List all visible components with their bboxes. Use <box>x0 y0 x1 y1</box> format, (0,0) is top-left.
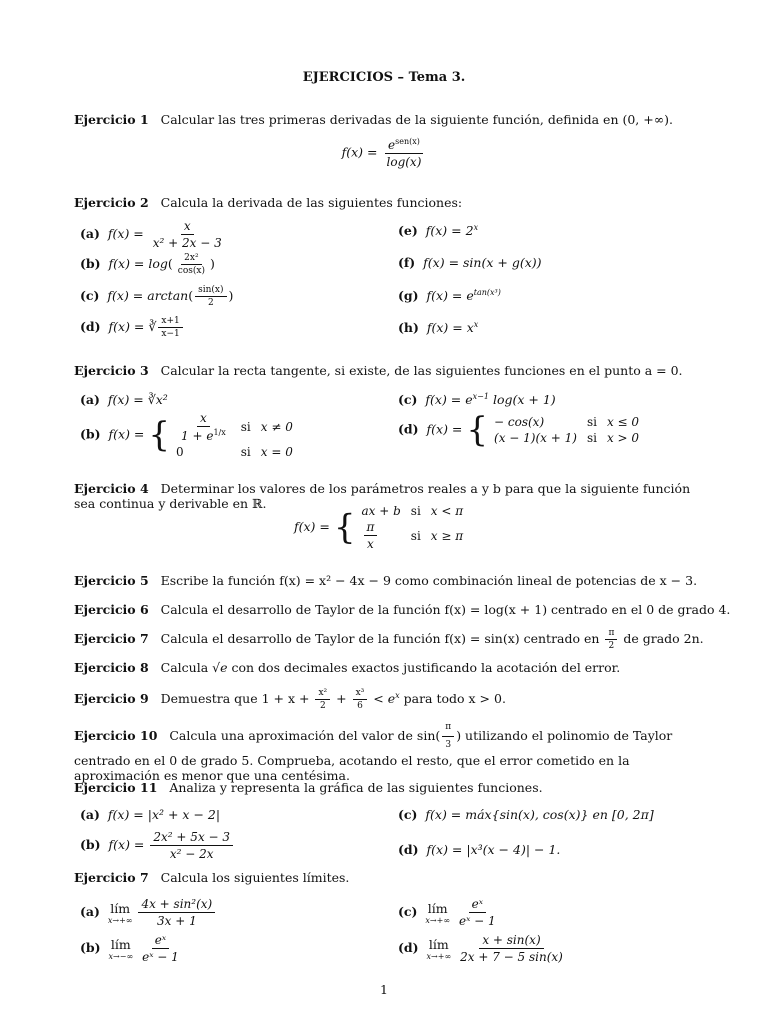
lim-word: lím <box>110 900 131 916</box>
exercise-9-ineq: < e <box>373 691 396 706</box>
piece-fraction <box>364 520 378 551</box>
formula-lhs: f(x) = <box>294 519 330 534</box>
piecewise-table <box>174 410 301 460</box>
exercise-1-text: Calcular las tres primeras derivadas de la siguiente función, definida en (0, +∞). <box>160 112 673 127</box>
pi-third-fraction <box>442 720 454 753</box>
frac-den: x <box>367 537 374 551</box>
exercise-10-text-end: ) utilizando el polinomio de Taylor centrado en el 0 de grado 5. Comprueba, acotando el resto, que el error cometido en la aproximación es menor que una centésima. <box>74 728 673 783</box>
piece-si: si <box>586 415 597 429</box>
piece-cond: x < π <box>430 504 464 518</box>
item-exp: tan(x³) <box>473 288 501 297</box>
frac-den: eˣ − 1 <box>142 950 179 964</box>
item-tag: (c) <box>398 807 418 822</box>
exercise-1-statement <box>74 112 673 127</box>
item-expr: f(x) = ∛x² <box>107 392 168 407</box>
frac-num: 2x² <box>181 253 201 265</box>
exercise-11-text: Analiza y representa la gráfica de las siguientes funciones. <box>169 780 543 795</box>
lim-sub: x→+∞ <box>425 915 450 925</box>
item-tag: (d) <box>80 319 101 334</box>
piece-value: 0 <box>176 445 184 459</box>
frac-den: 3 <box>445 740 452 750</box>
item-tag: (c) <box>398 392 418 408</box>
exercise-10-text: Calcula una aproximación del valor de sin( <box>169 728 441 743</box>
frac-num: x + sin(x) <box>479 933 543 949</box>
frac-num: e <box>388 138 396 152</box>
item-exp: x <box>473 223 479 232</box>
piece-si: si <box>586 431 597 445</box>
exercise-10-statement <box>74 720 694 783</box>
frac-den: x² + 2x − 3 <box>152 236 222 250</box>
plus-sign: + <box>336 691 347 706</box>
item-tag: (a) <box>80 392 100 407</box>
lim-sub: x→−∞ <box>108 951 134 961</box>
frac-num: 4x + sin²(x) <box>138 897 215 913</box>
pi-half-fraction <box>605 628 617 651</box>
exercise-9-statement <box>74 688 506 711</box>
frac-num: x² <box>315 688 330 700</box>
piece-value: ax + b <box>361 504 401 518</box>
exp-x: x <box>395 690 400 700</box>
exercise-1-formula <box>0 137 768 169</box>
ex7b-item-d <box>398 933 568 964</box>
frac-num: π <box>442 720 454 737</box>
frac-num: x <box>197 411 210 427</box>
item-tag: (c) <box>398 904 418 919</box>
page-title: EJERCICIOS – Tema 3. <box>302 70 466 85</box>
item-tag: (f) <box>398 255 416 270</box>
piece-fraction <box>178 411 229 443</box>
exercise-8-text-end: con dos decimales exactos justificando la acotación del error. <box>231 660 621 675</box>
ex11-item-b <box>80 830 235 861</box>
cube-root-symbol: ∛ <box>148 319 157 334</box>
ex3-item-c <box>398 392 556 407</box>
piece-cond: x = 0 <box>260 445 293 459</box>
item-expr: f(x) = |x³(x − 4)| − 1. <box>426 842 561 857</box>
piece-value: (x − 1)(x + 1) <box>494 431 577 445</box>
frac-den: x² − 2x <box>169 847 214 861</box>
item-fraction <box>139 933 182 964</box>
exercise-5-statement <box>74 573 697 588</box>
frac-den: eˣ − 1 <box>458 914 496 928</box>
item-tag: (b) <box>80 837 101 852</box>
item-lhs: f(x) = <box>426 421 463 437</box>
lim-word: lím <box>427 900 448 916</box>
exercise-2-text: Calcula la derivada de las siguientes funciones: <box>160 195 463 210</box>
item-tag: (c) <box>80 288 100 303</box>
ex2-item-c: (c) f(x) = arctan( $\frac{\sin(x)}{2}$ ) <box>80 285 234 308</box>
ex11-item-d <box>398 842 560 857</box>
lim-word: lím <box>428 936 449 952</box>
frac-den: 6 <box>357 701 363 711</box>
item-tag: (d) <box>398 421 419 437</box>
frac-den: 2 <box>608 641 615 651</box>
item-tag: (d) <box>398 940 419 955</box>
exercise-2-statement <box>74 195 462 210</box>
item-expr: f(x) = sin(x + g(x)) <box>423 255 542 270</box>
exercise-7-statement <box>74 628 704 651</box>
ex3-item-b <box>80 410 301 460</box>
item-tag: (b) <box>80 426 101 442</box>
item-fraction <box>456 897 499 928</box>
limit-operator <box>425 901 450 925</box>
exercise-9-label: Ejercicio 9 <box>74 691 149 706</box>
item-lhs: f(x) = log <box>108 256 168 271</box>
item-fraction <box>150 830 233 861</box>
exercise-6-statement <box>74 602 730 617</box>
piece-cond: x ≠ 0 <box>260 420 293 434</box>
item-tag: (e) <box>398 223 418 239</box>
frac-num: π <box>364 520 378 536</box>
x3-over-6 <box>353 688 368 711</box>
exercise-7-text-end: de grado 2n. <box>623 631 704 646</box>
frac-den: x−1 <box>161 329 180 339</box>
formula-fraction <box>384 137 425 169</box>
frac-den: 3x + 1 <box>156 914 197 928</box>
frac-den-exp: 1/x <box>213 428 226 437</box>
piece-value: − cos(x) <box>494 415 545 429</box>
ex11-item-c <box>398 807 654 822</box>
item-tag: (h) <box>398 320 419 336</box>
ex2-item-h <box>398 320 478 335</box>
exercise-6-label: Ejercicio 6 <box>74 602 149 617</box>
exercise-10-label: Ejercicio 10 <box>74 728 158 743</box>
formula-lhs: f(x) = <box>341 144 378 160</box>
item-fraction <box>457 933 566 964</box>
exercise-4-text: Determinar los valores de los parámetros reales a y b para que la siguiente función sea continua y derivable en ℝ. <box>74 481 691 511</box>
limit-operator <box>109 937 134 961</box>
piecewise-table <box>360 503 472 552</box>
frac-num: sin(x) <box>195 285 226 297</box>
item-lhs: f(x) = <box>108 837 145 852</box>
left-brace: { <box>148 415 171 455</box>
limit-operator <box>108 901 133 925</box>
ex2-item-d <box>80 316 185 339</box>
item-tag: (b) <box>80 940 101 955</box>
exercise-3-label: Ejercicio 3 <box>74 363 149 378</box>
frac-num: eˣ <box>152 933 169 949</box>
exercise-9-text-end: para todo x > 0. <box>399 691 506 706</box>
limit-operator <box>427 937 452 961</box>
item-lhs: f(x) = <box>107 226 144 241</box>
exercise-4-formula <box>294 503 471 552</box>
exercise-7b-label: Ejercicio 7 <box>74 870 149 885</box>
exercise-8-text: Calcula <box>160 660 209 675</box>
item-expr: f(x) = e <box>425 392 473 408</box>
exercise-8-label: Ejercicio 8 <box>74 660 149 675</box>
item-tag: (a) <box>80 226 100 241</box>
exercise-5-text: Escribe la función f(x) = x² − 4x − 9 como combinación lineal de potencias de x − 3. <box>160 573 698 588</box>
exercise-7b-text: Calcula los siguientes límites. <box>160 870 350 885</box>
piece-si: si <box>410 504 421 518</box>
item-exp: x−1 <box>472 392 489 401</box>
frac-num: eˣ <box>469 897 486 913</box>
frac-den: 2 <box>207 298 214 308</box>
item-expr: f(x) = máx{sin(x), cos(x)} en [0, 2π] <box>425 807 654 822</box>
exercise-6-text: Calcula el desarrollo de Taylor de la función f(x) = log(x + 1) centrado en el 0 de grado 4. <box>160 602 731 617</box>
frac-num: x+1 <box>158 316 182 328</box>
item-expr: f(x) = e <box>426 288 474 304</box>
item-tag: (a) <box>80 807 100 822</box>
x2-over-2 <box>315 688 330 711</box>
frac-num-exp: sen(x) <box>395 137 420 146</box>
ex7b-item-a <box>80 897 217 928</box>
exercise-1-label: Ejercicio 1 <box>74 112 149 127</box>
frac-num: 2x² + 5x − 3 <box>150 830 233 846</box>
item-tag: (a) <box>80 904 100 919</box>
item-expr: f(x) = 2 <box>425 223 474 239</box>
item-tag: (d) <box>398 842 419 857</box>
lim-word: lím <box>110 936 131 952</box>
ex2-item-b: (b) f(x) = log( $\frac{\text{2x²}}{\cos(x)}$ ) <box>80 253 215 276</box>
exercise-5-label: Ejercicio 5 <box>74 573 149 588</box>
exercise-11-statement <box>74 780 543 795</box>
piecewise-table <box>492 414 647 446</box>
sqrt-e: √e <box>212 660 228 675</box>
piece-si: si <box>240 445 251 459</box>
item-fraction <box>138 897 215 928</box>
piece-cond: x ≥ π <box>430 528 464 543</box>
exercise-4-label: Ejercicio 4 <box>74 481 149 496</box>
ex2-item-a <box>80 219 227 250</box>
frac-den: log(x) <box>386 155 422 169</box>
item-expr: f(x) = |x² + x − 2| <box>107 807 221 822</box>
frac-den: 2x + 7 − 5 sin(x) <box>460 950 563 964</box>
item-tag: (b) <box>80 256 101 271</box>
exercise-7-text: Calcula el desarrollo de Taylor de la función f(x) = sin(x) centrado en <box>160 631 600 646</box>
frac-den: 2 <box>319 701 326 711</box>
piece-si: si <box>410 528 421 543</box>
ex2-item-e <box>398 223 478 238</box>
item-fraction <box>158 316 182 339</box>
piece-cond: x > 0 <box>606 431 640 445</box>
frac-den: cos(x) <box>177 266 205 276</box>
item-fraction <box>150 219 225 250</box>
piece-si: si <box>240 420 251 434</box>
frac-den: 1 + e <box>181 429 214 443</box>
item-expr: f(x) = x <box>426 320 474 336</box>
item-fraction <box>175 253 208 276</box>
lim-sub: x→+∞ <box>426 951 452 961</box>
exercise-9-text: Demuestra que 1 + x + <box>160 691 310 706</box>
item-fraction <box>195 285 226 308</box>
exercise-3-text: Calcular la recta tangente, si existe, de las siguientes funciones en el punto a = 0. <box>160 363 683 378</box>
exercise-11-label: Ejercicio 11 <box>74 780 158 795</box>
item-expr-tail: log(x + 1) <box>488 392 556 408</box>
ex7b-item-b <box>80 933 184 964</box>
frac-num: x <box>181 219 194 235</box>
ex3-item-a <box>80 392 168 407</box>
ex7b-item-c <box>398 897 501 928</box>
frac-num: x³ <box>353 688 368 700</box>
item-tag: (g) <box>398 288 419 304</box>
exercise-7-label: Ejercicio 7 <box>74 631 149 646</box>
item-exp: x <box>473 320 479 329</box>
item-lhs: f(x) = arctan <box>107 288 189 303</box>
frac-num: π <box>605 628 617 640</box>
ex2-item-g <box>398 288 501 303</box>
item-lhs: f(x) = <box>108 426 145 442</box>
ex2-item-f <box>398 255 542 270</box>
lim-sub: x→+∞ <box>107 915 133 925</box>
item-lhs: f(x) = <box>108 319 145 334</box>
left-brace: { <box>466 410 489 450</box>
exercise-2-label: Ejercicio 2 <box>74 195 149 210</box>
ex3-item-d <box>398 410 647 450</box>
ex11-item-a <box>80 807 220 822</box>
page-number: 1 <box>380 982 388 997</box>
left-brace: { <box>333 507 356 548</box>
exercise-3-statement <box>74 363 683 378</box>
piece-cond: x ≤ 0 <box>606 415 640 429</box>
exercise-7b-statement <box>74 870 349 885</box>
exercise-8-statement <box>74 660 620 675</box>
